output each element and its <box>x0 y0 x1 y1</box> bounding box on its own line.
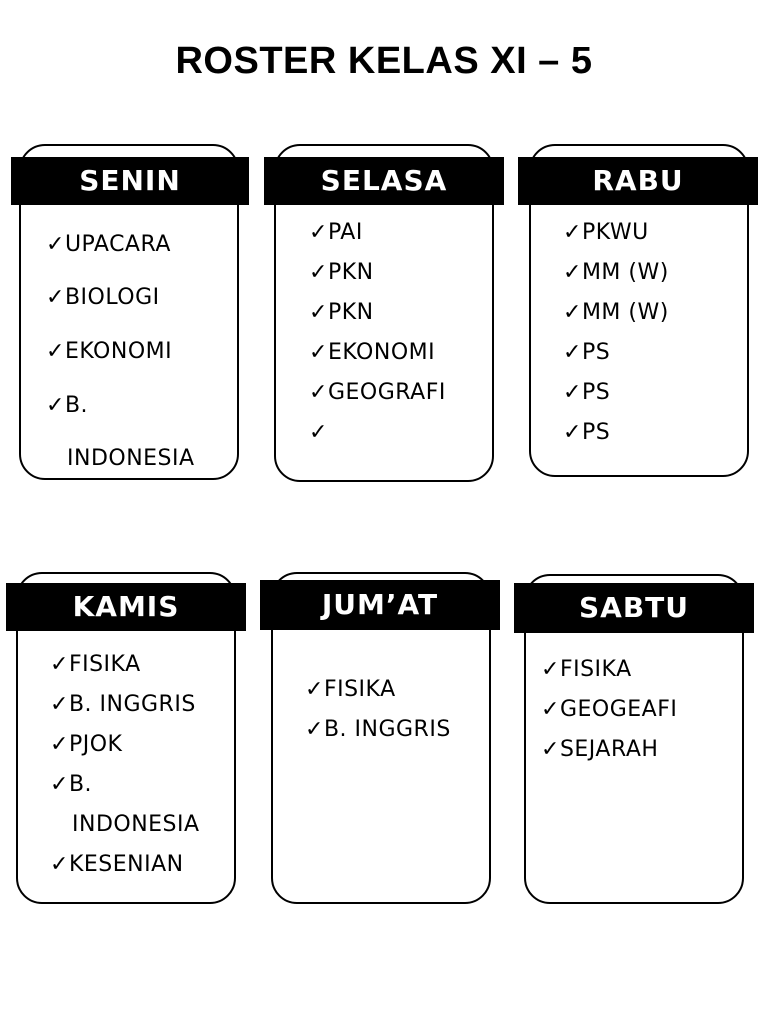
subject-label: B. INGGRIS <box>323 717 451 742</box>
subject-label: PKN <box>327 260 374 285</box>
list-item <box>541 657 632 682</box>
subject-label: UPACARA <box>64 232 171 257</box>
list-item <box>305 717 451 742</box>
list-item <box>563 420 610 445</box>
list-item <box>46 393 88 418</box>
subject-list-sabtu <box>541 657 741 787</box>
subject-label: B. <box>68 772 93 797</box>
check-icon: ✓ <box>309 420 328 445</box>
list-item <box>309 340 435 365</box>
check-icon: ✓ <box>305 677 324 702</box>
subject-label: PS <box>581 420 611 445</box>
subject-list-jumat <box>305 677 489 777</box>
list-item <box>46 339 172 364</box>
subject-list-selasa <box>309 220 491 460</box>
day-header-selasa: SELASA <box>264 157 504 205</box>
list-item <box>50 692 196 717</box>
check-icon: ✓ <box>50 772 69 797</box>
day-header-kamis: KAMIS <box>6 583 246 631</box>
subject-label: MM (W) <box>581 300 669 325</box>
subject-label: FISIKA <box>559 657 632 682</box>
list-item <box>46 232 171 257</box>
subject-label: FISIKA <box>323 677 396 702</box>
list-item <box>50 732 122 757</box>
check-icon: ✓ <box>46 232 65 257</box>
day-header-sabtu: SABTU <box>514 583 754 633</box>
list-item <box>305 677 396 702</box>
check-icon: ✓ <box>541 657 560 682</box>
list-item <box>309 420 328 445</box>
subject-label: INDONESIA <box>67 446 195 470</box>
check-icon: ✓ <box>309 260 328 285</box>
page-title: ROSTER KELAS XI – 5 <box>175 40 593 82</box>
list-item <box>309 260 374 285</box>
list-item <box>563 340 610 365</box>
subject-label: BIOLOGI <box>64 285 160 310</box>
check-icon: ✓ <box>50 692 69 717</box>
list-item <box>50 652 141 677</box>
check-icon: ✓ <box>563 340 582 365</box>
list-item <box>309 220 363 245</box>
subject-list-kamis <box>50 652 234 892</box>
subject-label: GEOGEAFI <box>559 697 678 722</box>
subject-label: PKN <box>327 300 374 325</box>
list-item-continued <box>72 812 200 837</box>
check-icon: ✓ <box>563 420 582 445</box>
check-icon: ✓ <box>46 285 65 310</box>
list-item <box>309 380 446 405</box>
check-icon: ✓ <box>541 737 560 762</box>
subject-label: INDONESIA <box>72 812 200 837</box>
subject-label: MM (W) <box>581 260 669 285</box>
list-item <box>541 697 677 722</box>
check-icon: ✓ <box>46 339 65 364</box>
list-item <box>46 285 160 310</box>
check-icon: ✓ <box>309 220 328 245</box>
check-icon: ✓ <box>563 260 582 285</box>
subject-list-senin <box>46 228 236 470</box>
check-icon: ✓ <box>50 732 69 757</box>
list-item <box>563 260 669 285</box>
check-icon: ✓ <box>563 380 582 405</box>
check-icon: ✓ <box>50 652 69 677</box>
list-item <box>50 772 92 797</box>
check-icon: ✓ <box>309 300 328 325</box>
list-item <box>541 737 658 762</box>
subject-label: B. <box>64 393 89 418</box>
check-icon: ✓ <box>50 852 69 877</box>
day-header-senin: SENIN <box>11 157 249 205</box>
list-item <box>563 380 610 405</box>
subject-label: PS <box>581 340 611 365</box>
check-icon: ✓ <box>46 393 65 418</box>
subject-label: PAI <box>327 220 363 245</box>
day-header-rabu: RABU <box>518 157 758 205</box>
check-icon: ✓ <box>563 300 582 325</box>
subject-label: FISIKA <box>68 652 141 677</box>
subject-label: GEOGRAFI <box>327 380 446 405</box>
subject-label: B. INGGRIS <box>68 692 196 717</box>
check-icon: ✓ <box>309 380 328 405</box>
subject-label: SEJARAH <box>559 737 659 762</box>
check-icon: ✓ <box>305 717 324 742</box>
subject-label: PKWU <box>581 220 649 245</box>
list-item <box>309 300 374 325</box>
subject-label: EKONOMI <box>327 340 436 365</box>
list-item <box>50 852 184 877</box>
check-icon: ✓ <box>541 697 560 722</box>
check-icon: ✓ <box>309 340 328 365</box>
check-icon: ✓ <box>563 220 582 245</box>
subject-label: PJOK <box>68 732 123 757</box>
list-item <box>563 220 649 245</box>
day-header-jumat: JUM’AT <box>260 580 500 630</box>
subject-label: EKONOMI <box>64 339 173 364</box>
list-item <box>563 300 669 325</box>
subject-label: PS <box>581 380 611 405</box>
list-item-continued <box>67 446 195 470</box>
subject-list-rabu <box>563 220 745 460</box>
subject-label: KESENIAN <box>68 852 184 877</box>
